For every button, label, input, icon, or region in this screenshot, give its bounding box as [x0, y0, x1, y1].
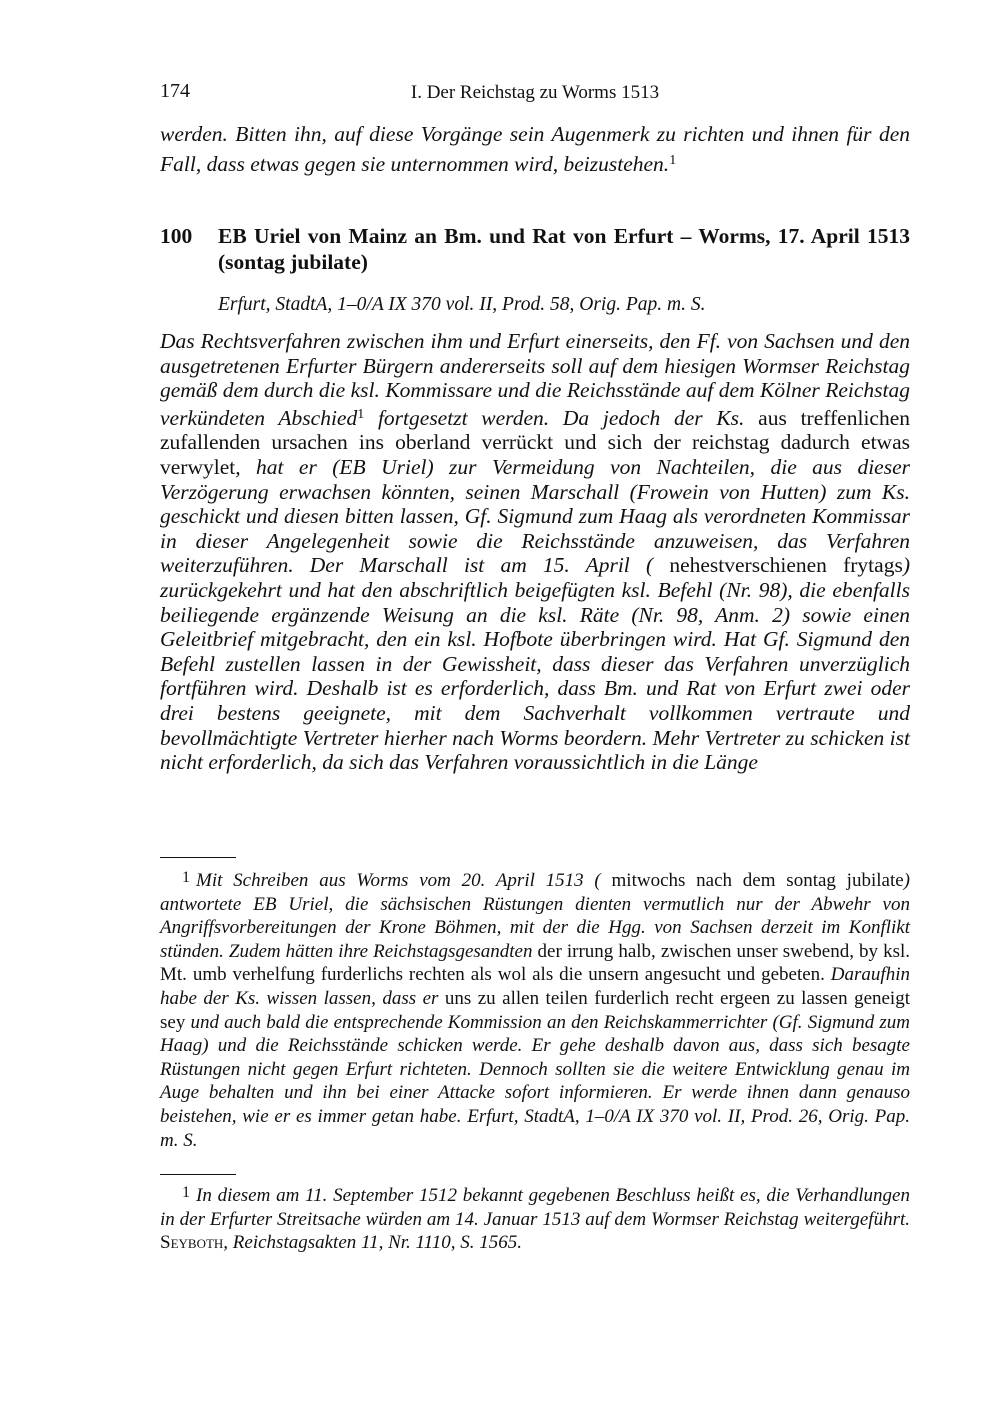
footnote-quote: mitwochs nach dem sontag jubilate — [600, 870, 904, 891]
footnote-quote: uns zu allen teilen furderlich recht ergeen zu lassen geneigt sey — [160, 987, 910, 1033]
body-text: ) zurückgekehrt und hat den abschriftlich beigefügten ksl. Befehl (Nr. 98), die ebenfalls beiliegende ergänzende Weisung an die ksl. Räte (Nr. 98, Anm. 2) sowie einen Geleitbrief mitgebracht, den ein ksl. Hofbote überbringen wird. Hat Gf. Sigmund den Befehl zustellen lassen in der Gewissheit, dass dieser das Verfahren unverzüglich fortführen wird. Deshalb ist es erforderlich, dass Bm. und Rat von Erfurt zwei oder drei bestens geeignete, mit dem Sachverhalt vollkommen vertraute und bevollmächtigte Vertreter hierher nach Worms beordern. Mehr Vertreter zu schicken ist nicht erforderlich, da sich das Verfahren voraussichtlich in die Länge — [160, 553, 910, 775]
footnote-segment: Mit Schreiben aus Worms vom 20. April 1513 ( — [196, 870, 601, 891]
footnote-segment: ) antwortete EB Uriel, die sächsischen Rüstungen dienten vermutlich nur der Abwehr von Angriffsvorbereitungen der Krone Böhmen, mit der die Hgg. von Sachsen derzeit im Konflikt stünden. Zudem hätten ihre Reichstagsgesandten — [160, 870, 910, 962]
footnote-rule — [160, 1174, 236, 1175]
body-text: , hat er (EB Uriel) zur Vermeidung von Nachteilen, die aus dieser Verzögerung erwachsen könnten, seinen Marschall (Frowein von Hutten) zum Ks. geschickt und diesen bitten lassen, Gf. Sigmund zum Haag als verordneten Kommissar in dieser Angelegenheit sowie die Reichsstände anzuweisen, das Verfahren weiterzuführen. Der Marschall ist am 15. April ( — [160, 454, 910, 578]
quoted-source-text: nehestverschienen frytags — [653, 553, 903, 578]
body-text: Das Rechtsverfahren zwischen ihm und Erfurt einerseits, den Ff. von Sachsen und den ausgetretenen Erfurter Bürgern andererseits soll auf dem hiesigen Wormser Reichstag gemäß dem durch die ksl. Kommissare und die Reichsstände auf dem Kölner Reichstag verkündeten Abschied — [160, 329, 910, 430]
page-number: 174 — [160, 80, 190, 102]
footnote-rule — [160, 857, 236, 858]
footnote-segment: In diesem am 11. September 1512 bekannt gegebenen Beschluss heißt es, die Verhandlungen in der Erfurter Streitsache würden am 14. Januar 1513 auf dem Wormser Reichstag weitergeführt. — [160, 1185, 910, 1230]
author-name: Seyboth — [160, 1232, 224, 1254]
document-title: EB Uriel von Mainz an Bm. und Rat von Erfurt – Worms, 17. April 1513 (sontag jubilate) — [218, 224, 910, 274]
quoted-source-text: aus treffenlichen zufallenden ursachen ins oberland verrückt und sich der reichstag dadurch etwas verwylet — [160, 405, 911, 479]
footnote-quote: der irrung halb, zwischen unser swebend, by ksl. Mt. umb verhelfung furderlichs rechten als wol als die unsern angesucht und gebeten. — [160, 940, 910, 986]
note-reference: 1 — [357, 406, 365, 422]
continued-text — [160, 122, 910, 177]
body-text: fortgesetzt werden. Da jedoch der Ks. — [364, 405, 745, 430]
footnote — [160, 1181, 910, 1255]
source-citation: Erfurt, StadtA, 1–0/A IX 370 vol. II, Prod. 58, Orig. Pap. m. S. — [218, 294, 706, 315]
footnote-marker: 1 — [182, 1184, 190, 1201]
footnote-text — [160, 1181, 910, 1255]
footnote-segment: , Reichstagsakten 11, Nr. 1110, S. 1565. — [223, 1232, 522, 1254]
footnote-text — [160, 866, 910, 1152]
footnote-segment: und auch bald die entsprechende Kommission an den Reichskammerrichter (Gf. Sigmund zum Haag) und die Reichsstände schicken werde. Er gehe deshalb davon aus, dass sich besagte Rüstungen nicht gegen Erfurt richteten. Dennoch sollten sie die weitere Entwicklung genau im Auge behalten und ihn bei einer Attacke sofort informieren. Er werde ihnen dann genauso beistehen, wie er es immer getan habe. Erfurt, StadtA, 1–0/A IX 370 vol. II, Prod. 26, Orig. Pap. m. S. — [160, 1011, 910, 1151]
page-header — [160, 80, 910, 110]
document-number: 100 — [160, 224, 193, 248]
footnote-segment: Daraufhin habe der Ks. wissen lassen, dass er — [160, 964, 910, 1009]
continued-text-content: werden. Bitten ihn, auf diese Vorgänge sein Augenmerk zu richten und ihnen für den Fall, dass etwas gegen sie unternommen wird, beizustehen. — [160, 122, 910, 176]
note-reference: 1 — [669, 152, 677, 168]
body-paragraph — [160, 329, 910, 775]
running-head: I. Der Reichstag zu Worms 1513 — [410, 82, 660, 103]
document-body — [160, 329, 910, 775]
footnote-marker: 1 — [182, 869, 190, 886]
footnote — [160, 866, 910, 1152]
